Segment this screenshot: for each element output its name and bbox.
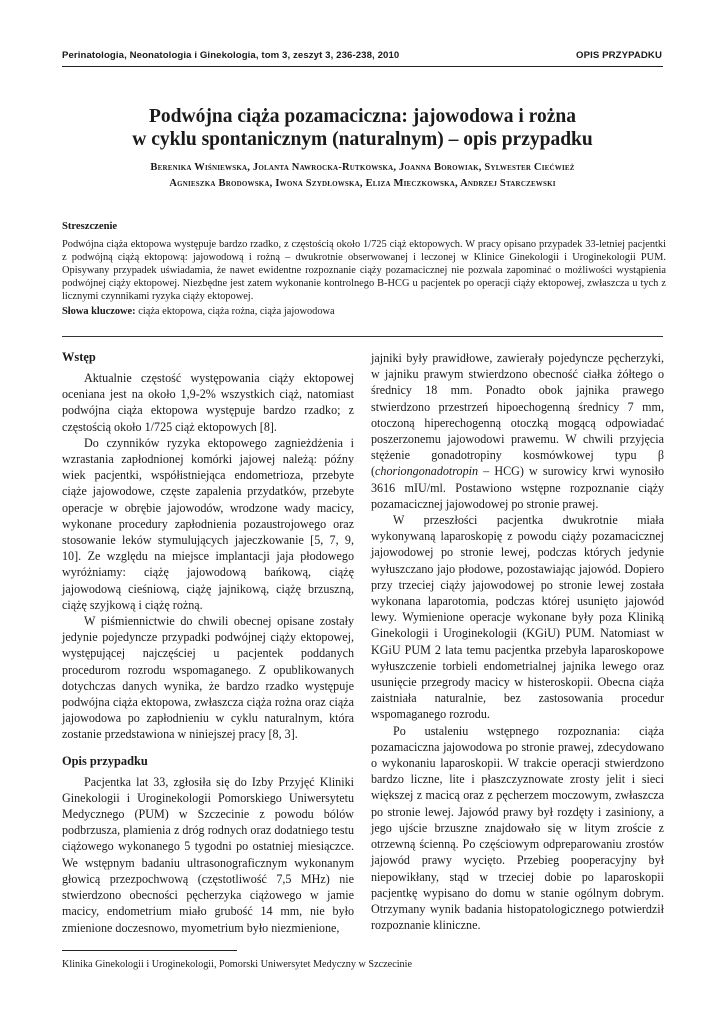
keywords-label: Słowa kluczowe: bbox=[62, 306, 136, 318]
journal-citation: Perinatologia, Neonatologia i Ginekologia, tom 3, zeszyt 3, 236-238, 2010 bbox=[62, 50, 400, 61]
paragraph: Aktualnie częstość występowania ciąży ektopowej oceniana jest na około 1,9-2% wszystkich ciąż, natomiast podwójna ciąża ektopowa występuje bardzo rzadko; z częstością około 1/725 ciąż ektopowych [8]. bbox=[62, 371, 354, 434]
keywords-list: ciąża ektopowa, ciąża rożna, ciąża jajowodowa bbox=[135, 306, 335, 318]
abstract-section bbox=[62, 221, 666, 319]
footnote-rule bbox=[62, 950, 237, 951]
right-column bbox=[371, 350, 664, 933]
italic-term: choriongonadotropin bbox=[375, 464, 479, 479]
title-line-1: Podwójna ciąża pozamaciczna: jajowodowa i rożna bbox=[149, 106, 576, 127]
title-line-2: w cyklu spontanicznym (naturalnym) – opis przypadku bbox=[132, 129, 593, 150]
affiliation-footnote: Klinika Ginekologii i Uroginekologii, Pomorski Uniwersytet Medyczny w Szczecinie bbox=[62, 959, 412, 970]
author-list bbox=[62, 160, 663, 192]
keywords bbox=[62, 306, 666, 319]
authors-line-2: Agnieszka Brodowska, Iwona Szydłowska, Eliza Mieczkowska, Andrzej Starczewski bbox=[169, 178, 556, 189]
paragraph: Pacjentka lat 33, zgłosiła się do Izby Przyjęć Kliniki Ginekologii i Uroginekologii Pomorskiego Uniwersytetu Medycznego (PUM) w Szczecinie z powodu bólów podbrzusza, plamienia z dróg rodnych oraz dodatniego testu ciążowego wykonanego 5 tygodni po ostatniej miesiączce. We wstępnym badaniu ultrasonograficznym wykonanym głowicą przezpochwową (częstotliwość 7,5 MHz) nie stwierdzono obecności pęcherzyka ciążowego w jamie macicy, endometrium miało grubość 14 mm, nie było zmienione doczesnowo, myometrium było niezmienione, bbox=[62, 774, 354, 935]
paragraph: W przeszłości pacjentka dwukrotnie miała wykonywaną laparoskopię z powodu ciąży pozamacicznej jajowodowej po stronie lewej, podczas których jedynie wyłuszczano jajo płodowe, pozostawiając jajowód. Dopiero przy trzeciej ciąży jajowodowej po stronie lewej została wykonana laparotomia, podczas której usunięto jajowód lewy. Wymienione operacje wykonane były poza Kliniką Ginekologii i Uroginekologii (KGiU) PUM. Natomiast w KGiU PUM 2 lata temu pacjentka przebyła laparoskopowe wyłuszczenie torbieli endometrialnej jajnika lewego oraz usunięcie przegrody macicy w histeroskopii. Obecna ciąża zaistniała naturalnie, bez zastosowania procedur wspomaganego rozrodu. bbox=[371, 513, 664, 722]
paragraph: Po ustaleniu wstępnego rozpoznania: ciąża pozamaciczna jajowodowa po stronie prawej, zdecydowano o wykonaniu laparoskopii. W trakcie operacji stwierdzono bardzo liczne, lite i płaszczyznowate zrosty jelit i sieci większej z macicą oraz z pęcherzem moczowym, zwłaszcza po stronie lewej. Jajowód prawy był rozdęty i zasiniony, a jego ujście brzuszne znajdowało się w litym zroście z otrzewną ścienną. Po częściowym odpreparowaniu zrostów jajowód prawy wycięto. Przebieg pooperacyjny był niepowikłany, stąd w trzeciej dobie po laparoskopii pacjentkę wypisano do domu w stanie ogólnym dobrym. Otrzymany wynik badania histopatologicznego potwierdził rozpoznanie kliniczne. bbox=[371, 723, 664, 933]
paragraph-part: jajniki były prawidłowe, zawierały pojedyncze pęcherzyki, w jajniku prawym stwierdzono obecność ciałka żółtego o średnicy 18 mm. Ponadto obok jajnika prawego stwierdzono przestrzeń hipoechogenną średnicy 7 mm, otoczoną hiperechogenną otoczką mogącą odpowiadać poszerzonemu jajowodowi prawemu. W chwili przyjęcia stężenie gonadotropiny kosmówkowej typu β ( bbox=[371, 351, 664, 479]
section-heading-wstep: Wstęp bbox=[62, 350, 96, 364]
header-rule bbox=[62, 66, 663, 67]
abstract-text: Podwójna ciąża ektopowa występuje bardzo rzadko, z częstością około 1/725 ciąż ektopowych. W pracy opisano przypadek 33-letniej pacjentki z podwójną ciążą ektopową: jajowodową i rożną – dwukrotnie obserwowanej i leczonej w Klinice Ginekologii i Uroginekologii PUM. Opisywany przypadek uświadamia, że nawet ewidentne rozpoznanie ciąży pozamacicznej nie pozwala zapominać o możliwości wystąpienia podwójnej ciąży ektopowej. Niezbędne jest zatem wykonanie kontrolnego B-HCG u pacjentek po operacji ciąży ektopowej, zwłaszcza u tych z licznymi czynnikami ryzyka ciąży ektopowej. bbox=[62, 238, 666, 302]
paragraph: Do czynników ryzyka ektopowego zagnieżdżenia i wzrastania zapłodnionej komórki jajowej należą: późny wiek pacjentki, współistniejąca endometrioza, przebyte ciąże jajowodowe, częste zapalenia przydatków, przebyte operacje w obrębie jajowodów, wrodzone wady macicy, wykonane procedury zapłodnienia pozaustrojowego oraz stosowanie leków stymulujących jajeczkowanie [5, 7, 9, 10]. Ze względu na miejsce implantacji jaja płodowego wyróżniamy: ciążę jajowodową bańkową, ciążę jajowodową cieśniową, ciążę jajnikową, ciążę brzuszną, ciążę szyjkową i ciążę rożną. bbox=[62, 435, 354, 612]
article-title bbox=[62, 105, 663, 151]
left-column bbox=[62, 349, 354, 936]
paragraph-part: – HCG) w surowicy krwi wynosiło 3616 mIU/ml. Postawiono wstępne rozpoznanie ciąży pozamacicznej jajowodowej po stronie prawej. bbox=[371, 464, 664, 511]
abstract-heading: Streszczenie bbox=[62, 221, 118, 232]
authors-line-1: Berenika Wiśniewska, Jolanta Nawrocka-Rutkowska, Joanna Borowiak, Sylwester Ciećwież bbox=[150, 162, 575, 173]
abstract-divider bbox=[62, 336, 663, 337]
paragraph bbox=[371, 350, 664, 512]
section-heading-opis: Opis przypadku bbox=[62, 753, 148, 768]
paragraph: W piśmiennictwie do chwili obecnej opisane zostały jedynie pojedyncze przypadki podwójnej ciąży ektopowej, występującej najczęściej u pacjentek poddanych procedurom rozrodu wspomaganego. Z opublikowanych dotychczas danych wynika, że bardzo rzadko występuje podwójna ciąża ektopowa, zwłaszcza ciąża rożna oraz ciąża jajowodowa po zapłodnieniu w cyklu naturalnym, która zostanie przedstawiona w niniejszej pracy [8, 3]. bbox=[62, 614, 354, 742]
section-label: OPIS PRZYPADKU bbox=[576, 50, 662, 61]
running-header bbox=[62, 50, 662, 61]
